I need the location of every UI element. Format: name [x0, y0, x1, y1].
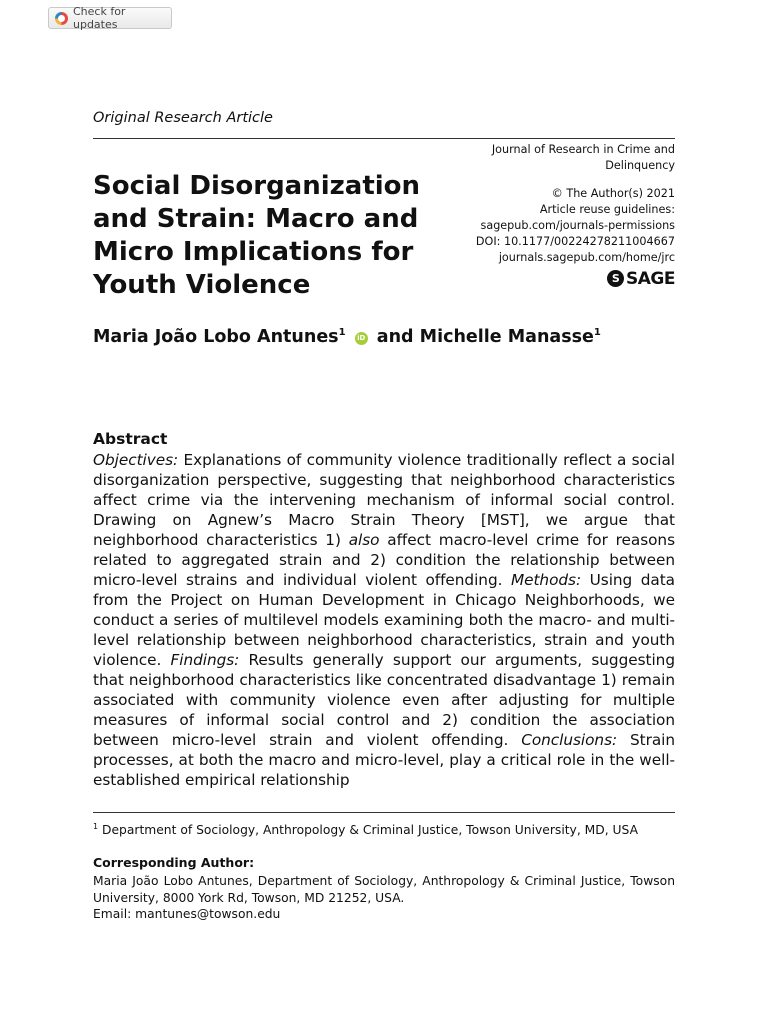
emphasis: also [348, 531, 380, 549]
reuse-link[interactable]: sagepub.com/journals-permissions [480, 219, 675, 232]
objectives-label: Objectives: [93, 451, 179, 469]
journal-info [465, 142, 675, 287]
corresponding-author [93, 873, 675, 923]
findings-text: Results generally support our arguments, suggesting that neighborhood characteristics like concentrated disadvantage 1) remain associated with community violence even after adjusting for multiple measures of informal social control and 2) condition the association between micro-level strain and violent offending. [93, 651, 675, 749]
journal-name: Journal of Research in Crime and Delinquency [491, 143, 675, 172]
article-type: Original Research Article [93, 110, 273, 126]
author-name: Maria João Lobo Antunes [93, 327, 339, 347]
corresponding-address: Maria João Lobo Antunes, Department of Sociology, Anthropology & Criminal Justice, Towson University, 8000 York Rd, Towson, MD 21252, USA. [93, 874, 675, 905]
affiliation-marker: 1 [93, 822, 99, 831]
orcid-icon[interactable]: iD [355, 332, 368, 345]
abstract-heading: Abstract [93, 430, 168, 448]
author-name: Michelle Manasse [419, 327, 594, 347]
objectives-text: affect macro-level crime for reasons related to aggregated strain and 2) condition the relationship between micro-level strains and individual violent offending. [93, 531, 675, 589]
header-divider [93, 138, 675, 139]
sage-mark-icon: S [607, 270, 624, 287]
affiliation-text: Department of Sociology, Anthropology & Criminal Justice, Towson University, MD, USA [102, 823, 638, 837]
check-for-updates-label: Check for updates [73, 5, 126, 31]
reuse-label: Article reuse guidelines: [539, 203, 675, 216]
methods-text: Using data from the Project on Human Development in Chicago Neighborhoods, we conduct a series of multilevel models examining both the macro- and multi-level relationship between neighborhood characteristics, strain and youth violence. [93, 571, 675, 669]
methods-label: Methods: [510, 571, 582, 589]
affiliation-marker: 1 [338, 327, 346, 338]
journal-homepage[interactable]: journals.sagepub.com/home/jrc [498, 251, 675, 264]
doi[interactable]: DOI: 10.1177/00224278211004667 [475, 235, 675, 248]
conclusions-text: Strain processes, at both the macro and micro-level, play a critical role in the well-established empirical relationship [93, 731, 676, 789]
conclusions-label: Conclusions: [521, 731, 618, 749]
check-for-updates-button[interactable] [48, 7, 172, 29]
crossmark-icon [55, 12, 68, 25]
publisher-name: SAGE [626, 268, 675, 289]
footnote-divider [93, 812, 675, 813]
affiliation-marker: 1 [593, 327, 601, 338]
copyright: © The Author(s) 2021 [551, 187, 675, 200]
sage-logo [607, 270, 675, 287]
objectives-text: Explanations of community violence traditionally reflect a social disorganization perspective, suggesting that neighborhood characteristics affect crime via the intervening mechanism of informal social control. Drawing on Agnew’s Macro Strain Theory [MST], we argue that neighborhood characteristics 1) [93, 451, 675, 549]
abstract-text [93, 450, 675, 790]
article-title: Social Disorganization and Strain: Macro and Micro Implications for Youth Violence [93, 171, 421, 300]
corresponding-heading: Corresponding Author: [93, 855, 255, 870]
corresponding-email[interactable]: Email: mantunes@towson.edu [93, 907, 281, 921]
affiliation-footnote [93, 822, 638, 837]
author-conjunction: and [376, 327, 414, 347]
findings-label: Findings: [170, 651, 240, 669]
author-line [93, 327, 601, 347]
